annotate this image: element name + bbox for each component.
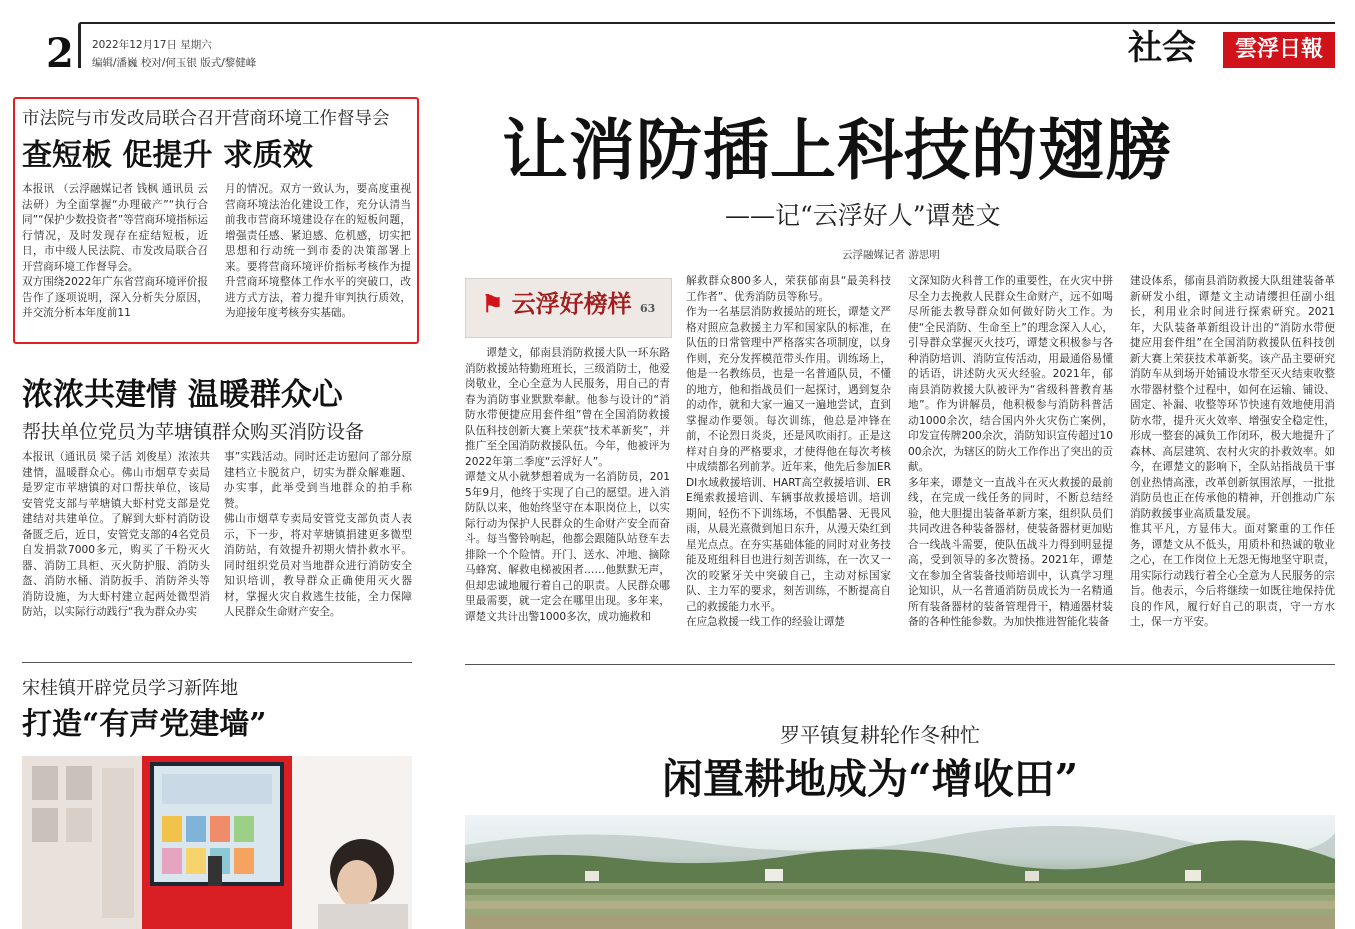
article1-kicker: 市法院与市发改局联合召开营商环境工作督导会 [22, 109, 390, 129]
badge-title: 云浮好榜样 [511, 289, 632, 318]
article2-headline: 浓浓共建情 温暖群众心 [22, 377, 343, 413]
right-divider [465, 664, 1335, 665]
article1-col1: 本报讯 （云浮融媒记者 钱枫 通讯员 云法研）为全面掌握“办理破产”“执行合同”“保护少数投资者”等营商环境指标运行情况，及时发现存在症结短板，近日，市中级人民法院、市发改局联合召开营商环境工作督导会。 双方围绕2022年广东省营商环境评价报告作了逐项说明，深入分析失分原因，并交流分析本年度前11 [22, 183, 208, 319]
date-line: 2022年12月17日 星期六 [92, 39, 212, 51]
article2-col2: 事”实践活动。同时还走访慰问了部分原建档立卡脱贫户，切实为群众解难题、办实事，此举受到当地群众的拍手称赞。 佛山市烟草专卖局安管党支部负责人表示，下一步，将对苹塘镇捐建更多微型消防站，有效提升初期火情扑救水平。同时组织党员对当地群众进行消防安全知识培训，教导群众正确使用灭火器材，掌握火灾自救逃生技能，全力保障人民群众生命财产安全。 [224, 451, 412, 618]
section-title: 社会 [1128, 28, 1196, 68]
party-wall-illustration [22, 756, 412, 929]
article2-col1: 本报讯（通讯员 梁子活 刘俊星）浓浓共建情，温暖群众心。佛山市烟草专卖局是罗定市苹塘镇的对口帮扶单位，该局安管党支部与苹塘镇大虾村党支部是党建结对共建单位。了解到大虾村消防设备匮乏后，近日，安管党支部的4名党员自发捐款7000多元，购买了干粉灭火器、消防工具柜、灭火防护服、消防头盔、消防水桶、消防扳手、消防斧头等消防设施，为大虾村建立起两处微型消防站，以实际行动践行“我为群众办实 [22, 451, 210, 618]
article4-headline: 闲置耕地成为“增收田” [662, 755, 1079, 803]
article3-kicker: 宋桂镇开辟党员学习新阵地 [22, 678, 238, 699]
page-number: 2 [46, 30, 74, 77]
article2-subhead: 帮扶单位党员为苹塘镇群众购买消防设备 [22, 421, 365, 443]
header-rule [80, 22, 1335, 24]
left-divider [22, 662, 412, 663]
haoren-badge [465, 278, 672, 338]
party-wall-photo [22, 756, 412, 929]
editors-line: 编辑/潘巍 校对/何玉银 版式/黎健峰 [92, 57, 257, 69]
article3-headline: 打造“有声党建墙” [22, 707, 267, 742]
article1-col2: 月的情况。双方一致认为，要高度重视营商环境法治化建设工作，充分认清当前我市营商环境建设存在的短板问题，增强责任感、紧迫感、危机感，切实把思想和行动统一到市委的决策部署上来。要将营商环境评价指标考核作为提升营商环境整体工作水平的突破口，改进方式方法，着力提升审判执行质效，为迎接年度考核夯实基础。 [225, 183, 411, 319]
flag-icon: ⚑ [481, 289, 504, 318]
masthead-logo: 雲浮日報 [1223, 32, 1335, 68]
feature-col1: 谭楚文，郁南县消防救援大队一环东路消防救援站特勤班班长，三级消防士，他爱岗敬业，全心全意为人民服务，用自己的青春为消防事业默默奉献。他参与设计的“消防水带便捷应用套件组”曾在全国消防救援队伍科技创新大赛上荣获“技术革新奖”，并推广至全国消防救援队伍。今年，他被评为2022年第二季度“云浮好人”。 谭楚文从小就梦想着成为一名消防员，2015年9月，他终于实现了自己的愿望。进入消防队以来，他始终坚守在本职岗位上，以实际行动为保护人民群众的生命财产安全而奋斗。每当警铃响起，他都会跟随队站登车去排除一个个险情。开门、送水、冲地、摘除马蜂窝、解救电梯被困者……他默默无声，但却忠诚地履行着自己的职责。人民群众哪里最需要，就一定会在哪里出现。多年来，谭楚文共计出警1000多次，成功施救和 [465, 347, 670, 623]
feature-byline: 云浮融媒记者 游思明 [842, 249, 940, 261]
farmland-photo [465, 815, 1335, 929]
article4-kicker: 罗平镇复耕轮作冬种忙 [780, 723, 980, 747]
farmland-illustration [465, 815, 1335, 929]
feature-subhead: ——记“云浮好人”谭楚文 [725, 201, 1001, 230]
feature-col2: 解救群众800多人，荣获郁南县“最美科技工作者”、优秀消防员等称号。 作为一名基层消防救援站的班长，谭楚文严格对照应急救援主力军和国家队的标准，在队伍的日常管理中严格落实各项制度，以身作则，充分发挥模范带头作用。训练场上，他是一名教练员，也是一名普通队员，不懂的地方，他和指战员们一起探讨，遇到复杂的动作，就和大家一遍又一遍地尝试，直到掌握动作要领。每次训练，他总是冲锋在前，不论烈日炎炎，还是风吹雨打。正是这样对自身的严格要求，才使得他在每次考核中成绩都名列前茅。近年来，他先后参加ERDI水域救援培训、HART高空救援培训、ERE绳索救援培训、车辆事故救援培训。培训期间，轻伤不下训练场，不惧酷暑、无畏风雨，从晨光熹微到旭日东升，从漫天染红到星光点点。在夯实基础体能的同时对业务技能及班组科目也进行刻苦训练，在一次又一次的咬紧牙关中突破自己，主动对标国家队、主力军的要求，刻苦训练，不断提高自己的救援能力水平。 在应急救援一线工作的经验让谭楚 [686, 275, 891, 628]
feature-col3: 文深知防火科普工作的重要性，在火灾中拼尽全力去挽救人民群众生命财产，远不如喝尽所能去教导群众如何做好防火工作。为使“全民消防、生命至上”的理念深入人心，引导群众掌握灭火技巧，谭楚文积极参与各种消防培训、消防宣传活动，用最通俗易懂的话语，讲述防火灭火经验。2021年，郁南县消防救援大队被评为“省级科普教育基地”。作为讲解员，他积极参与消防科普活动1000余次，结合国内外火灾伤亡案例，印发宣传牌200余次，消防知识宣传超过1000余次，为辖区的防火工作作出了突出的贡献。 多年来，谭楚文一直战斗在灭火救援的最前线，在完成一线任务的同时，不断总结经验，他大胆提出装备革新方案，组织队员们共同改进各种装备器材，使装备器材更加贴合一线战斗需要，使队伍战斗力得到明显提高，受到领导的多次赞扬。2021年，谭楚文在参加全省装备技师培训中，认真学习理论知识，从一名普通消防员成长为一名精通所有装备器材的装备管理骨干，精通器材装备的各种性能参数。为加快推进智能化装备 [908, 275, 1113, 628]
article1-headline: 查短板 促提升 求质效 [22, 138, 313, 173]
feature-headline: 让消防插上科技的翅膀 [502, 111, 1172, 189]
feature-col4: 建设体系，郁南县消防救援大队组建装备革新研发小组，谭楚文主动请缨担任副小组长，利用业余时间进行探索研究。2021年，大队装备革新组设计出的“消防水带便捷应用套件组”在全国消防救援队伍科技创新大赛上荣获技术革新奖。该产品主要研究消防车从到场开始铺设水带至灭火结束收整水带器材整个过程中，如何在运输、铺设、固定、补漏、收整等环节快速有效地使用消防水带，提升灭火效率、增强安全稳定性，形成一整套的减负工作闭环，极大地提升了森林、高层建筑、农村火灾的扑救效率。如今，在谭楚文的影响下，全队站指战员干事创业热情高涨，改革创新氛围浓厚，一批批消防员也正在传承他的精神，开创推动广东消防救援事业高质量发展。 惟其平凡，方显伟大。面对繁重的工作任务，谭楚文从不低头，用质朴和热诚的敬业之心，在工作岗位上无怨无悔地坚守职责，用实际行动践行着全心全意为人民服务的宗旨。他表示，今后将继续一如既往地保持优良的作风，履行好自己的职责，守一方水土，保一方平安。 [1130, 275, 1335, 628]
badge-number: 63 [639, 302, 656, 315]
header-bracket [78, 22, 81, 68]
